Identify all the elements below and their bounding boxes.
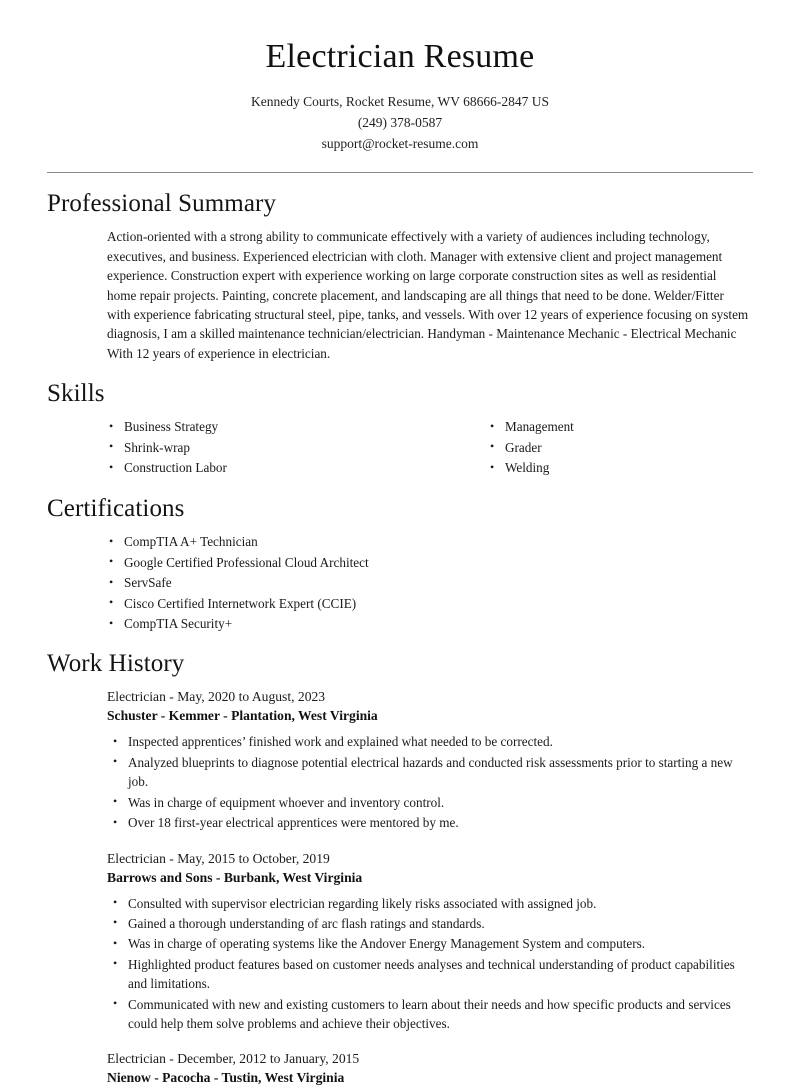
job-company-line: Schuster - Kemmer - Plantation, West Virginia [107,708,378,724]
list-item: • Highlighted product features based on customer needs analyses and technical understanding of product capabilities and limitations. [107,955,753,994]
job-entry [107,1049,753,1087]
list-item: • Was in charge of equipment whoever and inventory control. [107,793,753,812]
summary-text: Action-oriented with a strong ability to communicate effectively with a variety of audiences including technology, executives, and business. Experienced electrician with cloth. Manager with extensive client and project management experience. Construction expert with experience working on large corporate construction sites as well as residential home repair projects. Painting, concrete placement, and landscaping are all things that need to be done. Welder/Fitter with experience fabricating structural steel, pipe, tanks, and vessels. With over 12 years of experience focusing on system diagnosis, I am a skilled maintenance technician/electrician. Handyman - Maintenance Mechanic - Electrical Mechanic With 12 years of experience in electrician. [107,229,749,361]
list-item: • Management [488,417,753,436]
skills-column-left [107,417,430,478]
list-item: • Over 18 first-year electrical apprentices were mentored by me. [107,813,753,832]
skills-list-right [488,417,753,477]
list-item: • Shrink-wrap [107,438,430,457]
section-certifications [0,494,800,633]
job-title-line: Electrician - May, 2020 to August, 2023 [107,689,326,705]
header-divider [47,172,753,173]
list-item: • Google Certified Professional Cloud Architect [107,553,753,572]
job-company-line: Barrows and Sons - Burbank, West Virginia [107,869,363,885]
section-heading-skills: Skills [47,380,105,408]
list-item: • Grader [488,438,753,457]
certifications-body [47,532,753,633]
section-heading-certifications: Certifications [47,495,185,523]
certifications-list [107,532,753,633]
work-history-body [47,687,753,1087]
section-skills [0,379,800,478]
contact-phone: (249) 378-0587 [357,115,443,131]
job-entry [107,687,753,832]
section-heading-summary: Professional Summary [47,190,277,218]
list-item: • Inspected apprentices’ finished work and explained what needed to be corrected. [107,732,753,751]
list-item: • Cisco Certified Internetwork Expert (CCIE) [107,594,753,613]
list-item: • Gained a thorough understanding of arc flash ratings and standards. [107,914,753,933]
job-company-line: Nienow - Pacocha - Tustin, West Virginia [107,1070,345,1086]
list-item: • CompTIA A+ Technician [107,532,753,551]
job-bullets [107,732,753,832]
list-item: • Communicated with new and existing customers to learn about their needs and how specific products and services could help them solve problems and achieve their objectives. [107,995,753,1034]
job-title-line: Electrician - December, 2012 to January, 2015 [107,1051,360,1067]
contact-address: Kennedy Courts, Rocket Resume, WV 68666-2847 US [251,94,549,110]
list-item: • Welding [488,458,753,477]
list-item: • Construction Labor [107,458,430,477]
section-professional-summary [0,189,800,363]
list-item: • Business Strategy [107,417,430,436]
section-work-history [0,649,800,1087]
skills-columns [47,417,753,478]
summary-body [47,227,753,363]
list-item: • Was in charge of operating systems like the Andover Energy Management System and computers. [107,934,753,953]
skills-list-left [107,417,430,477]
list-item: • ServSafe [107,573,753,592]
list-item: • Consulted with supervisor electrician regarding likely risks associated with assigned job. [107,894,753,913]
list-item: • Analyzed blueprints to diagnose potential electrical hazards and conducted risk assessments prior to starting a new job. [107,753,753,792]
section-heading-work-history: Work History [47,650,185,678]
list-item: • CompTIA Security+ [107,614,753,633]
job-title-line: Electrician - May, 2015 to October, 2019 [107,850,330,866]
job-bullets [107,894,753,1034]
resume-header [0,0,800,154]
contact-email: support@rocket-resume.com [321,136,479,152]
skills-column-right [430,417,753,478]
job-entry [107,849,753,1034]
page-title: Electrician Resume [265,38,535,75]
